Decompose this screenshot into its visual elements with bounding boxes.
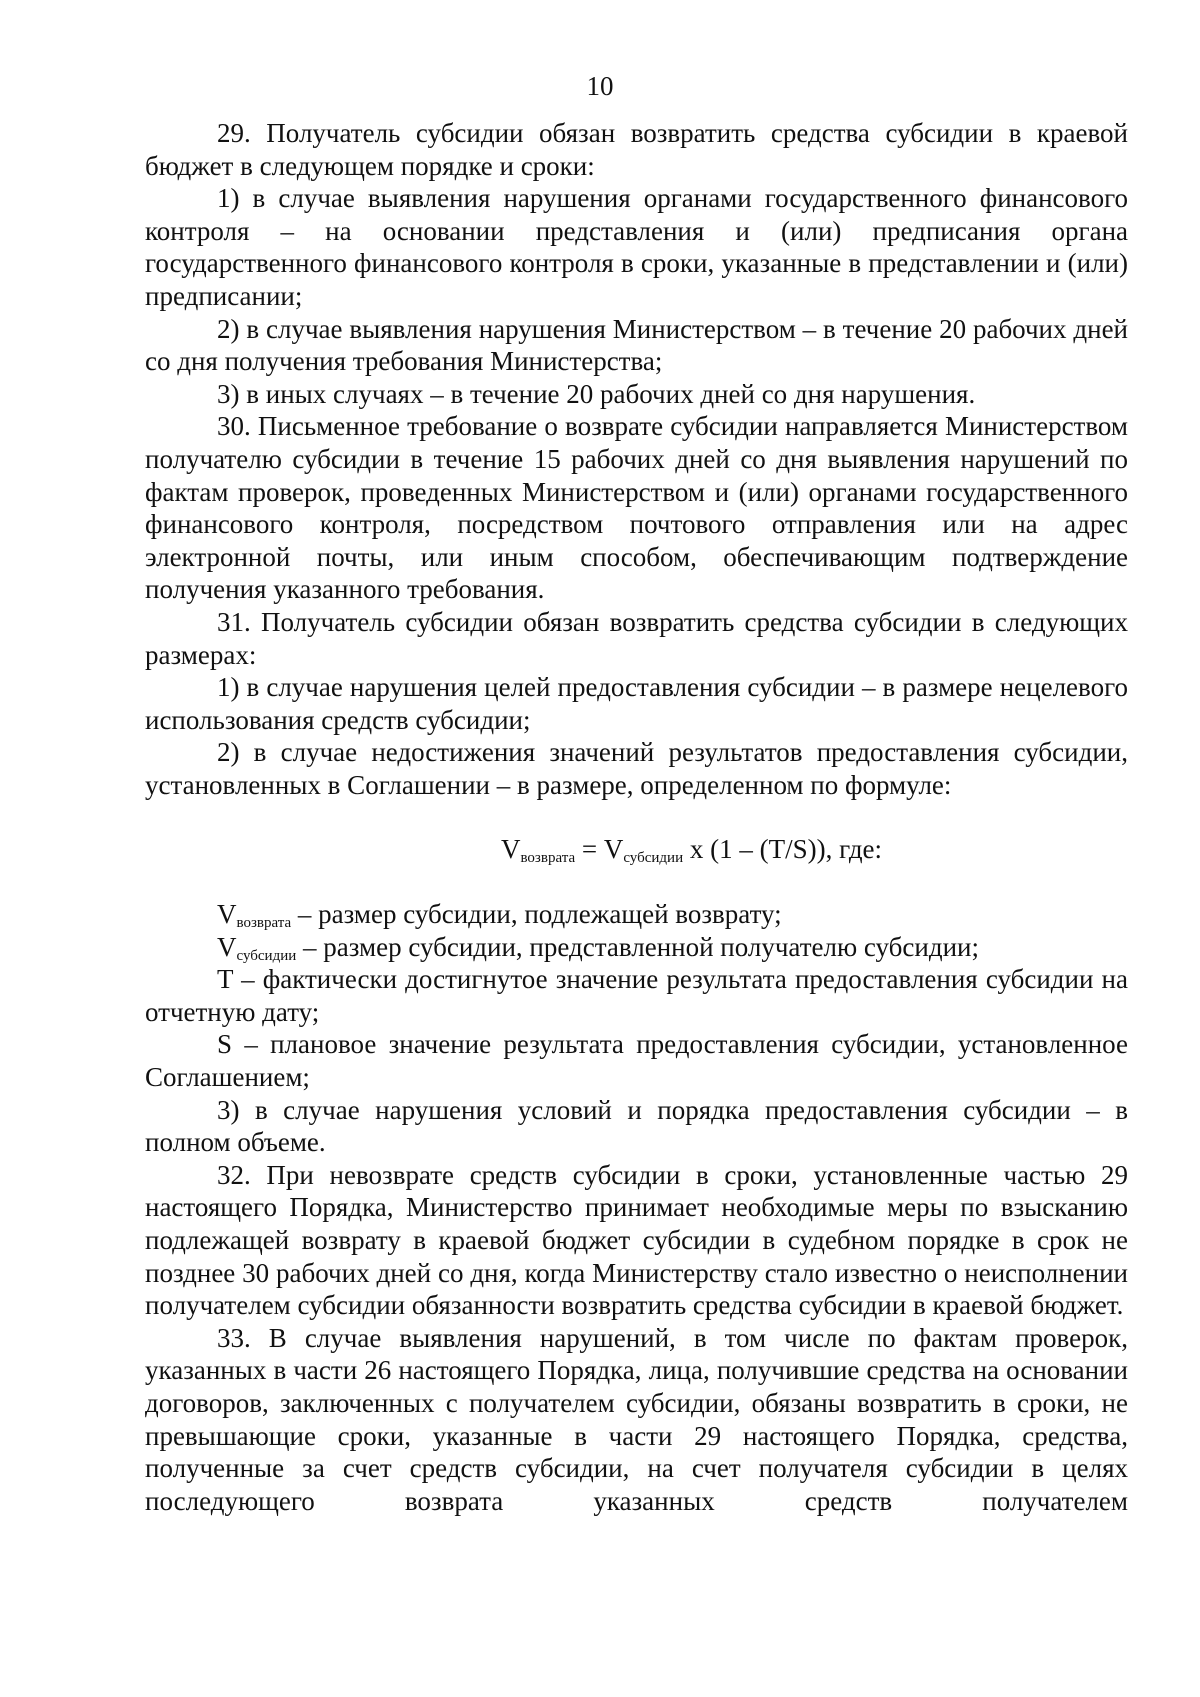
definition-s: S – плановое значение результата предоставления субсидии, установленное Соглашением;: [145, 1029, 1128, 1093]
paragraph-31-item-2: 2) в случае недостижения значений результатов предоставления субсидии, установленных в Соглашении – в размере, определенном по формуле:: [145, 737, 1128, 800]
formula-sub-return: возврата: [520, 850, 576, 867]
paragraph-32: 32. При невозврате средств субсидии в сроки, установленные частью 29 настоящего Порядка, Министерство принимает необходимые меры по взысканию подлежащей возврату в краевой бюджет субсидии в судебном порядке в срок не позднее 30 рабочих дней со дня, когда Министерству стало известно о неисполнении получателем субсидии обязанности возвратить средства субсидии в краевой бюджет.: [145, 1159, 1128, 1321]
document-body: [145, 117, 1128, 1517]
paragraph-29-item-1: 1) в случае выявления нарушения органами государственного финансового контроля – на основании представления и (или) предписания органа государственного финансового контроля в сроки, указанные в представлении и (или) предписании;: [145, 183, 1128, 311]
formula-sub-subsidy: субсидии: [623, 850, 684, 867]
return-formula: [145, 833, 1128, 866]
definition-v-subsidy: [145, 931, 1128, 964]
formula-v-return: V: [500, 834, 521, 865]
definition-t: T – фактически достигнутое значение результата предоставления субсидии на отчетную дату;: [145, 964, 1128, 1027]
paragraph-31-item-1: 1) в случае нарушения целей предоставления субсидии – в размере нецелевого использования средств субсидии;: [145, 672, 1128, 735]
def-v-subsidy-symbol: V: [217, 931, 237, 962]
def-v-subsidy-text: – размер субсидии, представленной получателю субсидии;: [296, 931, 979, 962]
def-v-return-symbol: V: [217, 899, 237, 930]
paragraph-30: 30. Письменное требование о возврате субсидии направляется Министерством получателю субсидии в течение 15 рабочих дней со дня выявления нарушений по фактам проверок, проведенных Министерством и (или) органами государственного финансового контроля, посредством почтового отправления или на адрес электронной почты, или иным способом, обеспечивающим подтверждение получения указанного требования.: [145, 411, 1128, 605]
page-number: 10: [586, 71, 614, 101]
paragraph-29: 29. Получатель субсидии обязан возвратить средства субсидии в краевой бюджет в следующем порядке и сроки:: [145, 118, 1128, 181]
def-v-return-text: – размер субсидии, подлежащей возврату;: [291, 899, 782, 930]
formula-v-subsidy: V: [603, 834, 624, 865]
paragraph-31: 31. Получатель субсидии обязан возвратить средства субсидии в следующих размерах:: [145, 606, 1128, 670]
paragraph-31-item-3: 3) в случае нарушения условий и порядка предоставления субсидии – в полном объеме.: [145, 1094, 1128, 1158]
def-v-subsidy-sub: субсидии: [236, 947, 297, 964]
paragraph-33: 33. В случае выявления нарушений, в том числе по фактам проверок, указанных в части 26 настоящего Порядка, лица, получившие средства на основании договоров, заключенных с получателем субсидии, обязаны возвратить в сроки, не превышающие сроки, указанные в части 29 настоящего Порядка, средства, полученные за счет средств субсидии, на счет получателя субсидии в целях последующего возврата указанных средств получателем: [145, 1322, 1128, 1516]
def-v-return-sub: возврата: [236, 915, 292, 932]
paragraph-29-item-3: 3) в иных случаях – в течение 20 рабочих дней со дня нарушения.: [217, 378, 976, 409]
definition-v-return: [145, 898, 1128, 931]
formula-equals: =: [575, 834, 604, 865]
paragraph-29-item-2: 2) в случае выявления нарушения Министерством – в течение 20 рабочих дней со дня получения требования Министерства;: [145, 313, 1128, 377]
formula-rest: x (1 – (T/S)), где:: [683, 834, 883, 865]
